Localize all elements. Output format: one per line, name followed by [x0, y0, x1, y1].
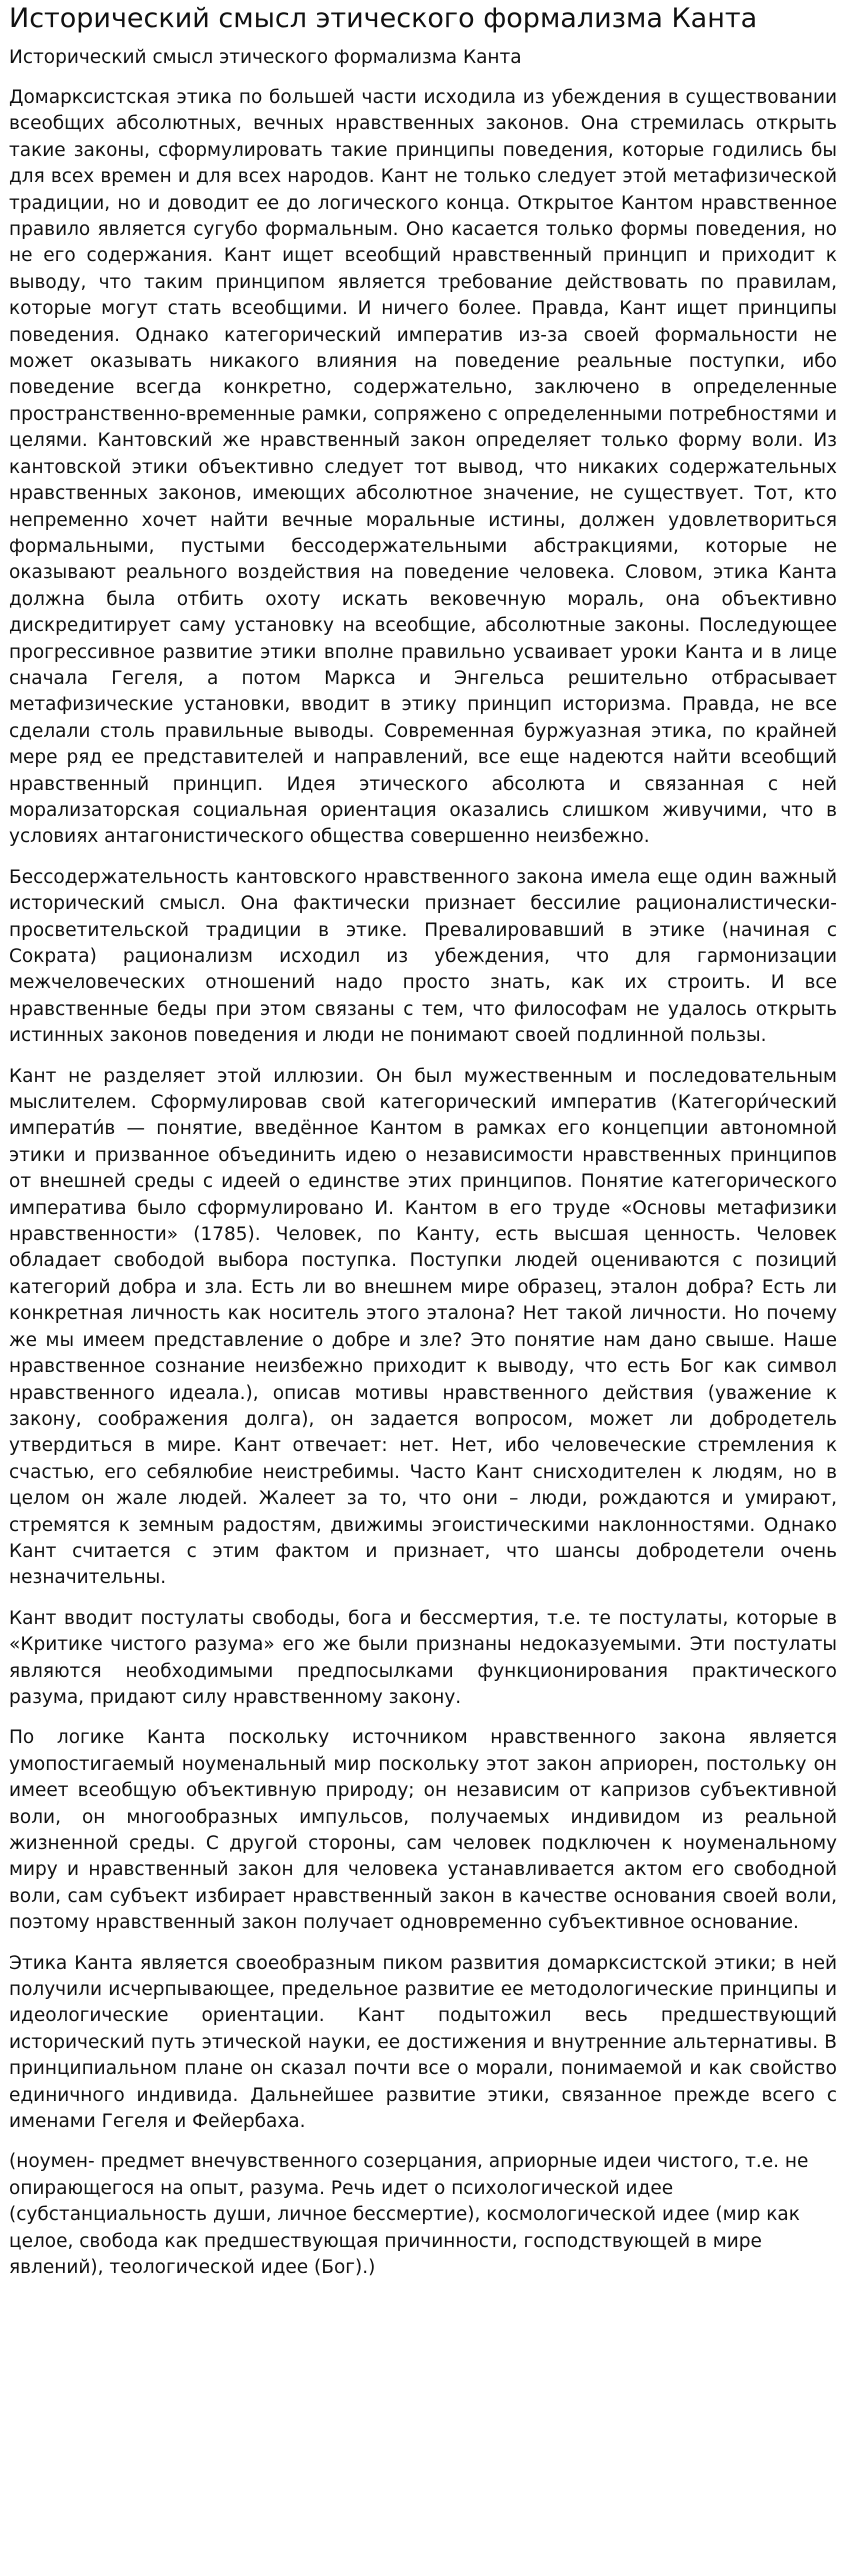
paragraph-2: Бессодержательность кантовского нравственного закона имела еще один важный исторический смысл. Она фактически признает бессилие рационалистически-просветительской традиции в этике. Превалировавший в этике (начиная с Сократа) рационализм исходил из убеждения, что для гармонизации межчеловеческих отношений надо просто знать, как их строить. И все нравственные беды при этом связаны с тем, что философам не удалось открыть истинных законов поведения и люди не понимают своей подлинной пользы. — [9, 866, 837, 1047]
paragraph-1: Домарксистская этика по большей части исходила из убеждения в существовании всеобщих абсолютных, вечных нравственных законов. Она стремилась открыть такие законы, сформулировать такие принципы поведения, которые годились бы для всех времен и для всех народов. Кант не только следует этой метафизической традиции, но и доводит ее до логического конца. Открытое Кантом нравственное правило является сугубо формальным. Оно касается только формы поведения, но не его содержания. Кант ищет всеобщий нравственный принцип и приходит к выводу, что таким принципом является требование действовать по правилам, которые могут стать всеобщими. И ничего более. Правда, Кант ищет принципы поведения. Однако категорический императив из-за своей формальности не может оказывать никакого влияния на поведение реальные поступки, ибо поведение всегда конкретно, содержательно, заключено в определенные пространственно-временные рамки, сопряжено с определенными потребностями и целями. Кантовский же нравственный закон определяет только форму воли. Из кантовской этики объективно следует тот вывод, что никаких содержательных нравственных законов, имеющих абсолютное значение, не существует. Тот, кто непременно хочет найти вечные моральные истины, должен удовлетвориться формальными, пустыми бессодержательными абстракциями, которые не оказывают реального воздействия на поведение человека. Словом, этика Канта должна была отбить охоту искать вековечную мораль, она объективно дискредитирует саму установку на всеобщие, абсолютные законы. Последующее прогрессивное развитие этики вполне правильно усваивает уроки Канта и в лице сначала Гегеля, а потом Маркса и Энгельса решительно отбрасывает метафизические установки, вводит в этику принцип историзма. Правда, не все сделали столь правильные выводы. Современная буржуазная этика, по крайней мере ряд ее представителей и направлений, все еще надеются найти всеобщий нравственный принцип. Идея этического абсолюта и связанная с ней морализаторская социальная ориентация оказались слишком живучими, что в условиях антагонистического общества совершенно неизбежно. — [9, 87, 837, 848]
paragraph-7-note: (ноумен- предмет внечувственного созерцания, априорные идеи чистого, т.е. не опирающегося на опыт, разума. Речь идет о психологической идее (субстанциальность души, личное бессмертие), космологической идее (мир как целое, свобода как предшествующая причинности, господствующей в мире явлений), теологической идее (Бог).) — [9, 2151, 809, 2279]
paragraph-4: Кант вводит постулаты свободы, бога и бессмертия, т.е. те постулаты, которые в «Критике чистого разума» его же были признаны недоказуемыми. Эти постулаты являются необходимыми предпосылками функционирования практического разума, придают силу нравственному закону. — [9, 1607, 837, 1708]
paragraph-5: По логике Канта поскольку источником нравственного закона является умопостигаемый ноуменальный мир поскольку этот закон априорен, постольку он имеет всеобщую объективную природу; он независим от капризов субъективной воли, он многообразных импульсов, получаемых индивидом из реальной жизненной среды. С другой стороны, сам человек подключен к ноуменальному миру и нравственный закон для человека устанавливается актом его свободной воли, сам субъект избирает нравственный закон в качестве основания своей воли, поэтому нравственный закон получает одновременно субъективное основание. — [9, 1727, 837, 1934]
paragraph-6: Этика Канта является своеобразным пиком развития домарксистской этики; в ней получили исчерпывающее, предельное развитие ее методологические принципы и идеологические ориентации. Кант подытожил весь предшествующий исторический путь этической науки, ее достижения и внутренние альтернативы. В принципиальном плане он сказал почти все о морали, понимаемой и как свойство единичного индивида. Дальнейшее развитие этики, связанное прежде всего с именами Гегеля и Фейербаха. — [9, 1952, 837, 2133]
page-title: Исторический смысл этического формализма Канта — [9, 3, 758, 34]
paragraph-3: Кант не разделяет этой иллюзии. Он был мужественным и последовательным мыслителем. Сформулировав свой категорический императив (Категори́ческий императи́в — понятие, введённое Кантом в рамках его концепции автономной этики и призванное объединить идею о независимости нравственных принципов от внешней среды с идеей о единстве этих принципов. Понятие категорического императива было сформулировано И. Кантом в его труде «Основы метафизики нравственности» (1785). Человек, по Канту, есть высшая ценность. Человек обладает свободой выбора поступка. Поступки людей оцениваются с позиций категорий добра и зла. Есть ли во внешнем мире образец, эталон добра? Есть ли конкретная личность как носитель этого эталона? Нет такой личности. Но почему же мы имеем представление о добре и зле? Это понятие нам дано свыше. Наше нравственное сознание неизбежно приходит к выводу, что есть Бог как символ нравственного идеала.), описав мотивы нравственного действия (уважение к закону, соображения долга), он задается вопросом, может ли добродетель утвердиться в мире. Кант отвечает: нет. Нет, ибо человеческие стремления к счастью, его себялюбие неистребимы. Часто Кант снисходителен к людям, но в целом он жале людей. Жалеет за то, что они – люди, рождаются и умирают, стремятся к земным радостям, движимы эгоистическими наклонностями. Однако Кант считается с этим фактом и признает, что шансы добродетели очень незначительны. — [9, 1065, 837, 1589]
page-subtitle: Исторический смысл этического формализма Канта — [9, 47, 522, 68]
article — [0, 3, 847, 2282]
